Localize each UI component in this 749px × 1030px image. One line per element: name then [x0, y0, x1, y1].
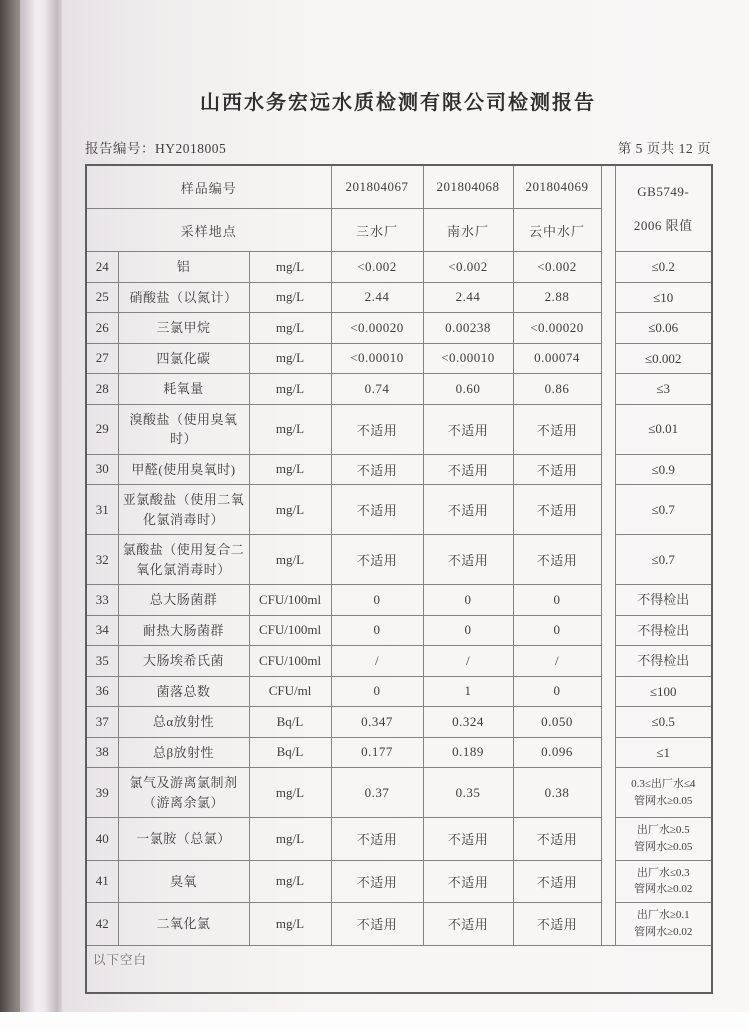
table-row [86, 485, 712, 535]
row-number-cell: 38 [86, 737, 118, 768]
unit-cell: CFU/100ml [249, 646, 331, 677]
value-cell-3: 不适用 [513, 903, 601, 946]
unit-cell: mg/L [249, 903, 331, 946]
row-number-cell: 28 [86, 374, 118, 405]
page-indicator: 第 5 页共 12 页 [617, 141, 711, 156]
row-number-cell: 31 [86, 485, 118, 535]
value-cell-1: <0.00020 [331, 313, 423, 344]
param-name-cell: 溴酸盐（使用臭氧时） [118, 404, 249, 454]
page-title: 山西水务宏远水质检测有限公司检测报告 [200, 92, 596, 114]
limit-cell [615, 737, 712, 768]
param-name-cell: 菌落总数 [118, 676, 249, 707]
limit-cell [615, 903, 712, 946]
limit-line1: ≤0.06 [648, 320, 679, 335]
sample-site-1: 三水厂 [331, 209, 423, 252]
value-cell-2: 0.35 [423, 768, 513, 818]
row-number-cell: 36 [86, 676, 118, 707]
value-cell-2: 0 [423, 585, 513, 616]
report-number: 报告编号：HY2018005 [85, 141, 227, 156]
value-cell-3: 0 [513, 676, 601, 707]
limit-column-header [615, 165, 712, 252]
value-cell-1: 0.37 [331, 768, 423, 818]
value-cell-1: 不适用 [331, 454, 423, 485]
book-spine-shadow [0, 0, 20, 1012]
table-row [86, 374, 712, 405]
value-cell-3: 0.050 [513, 707, 601, 738]
blank-row [86, 945, 712, 993]
report-meta-row [85, 137, 711, 157]
param-name-cell: 一氯胺（总氯） [118, 818, 249, 861]
limit-cell [615, 585, 712, 616]
unit-cell: CFU/ml [249, 676, 331, 707]
table-row [86, 768, 712, 818]
unit-cell: CFU/100ml [249, 585, 331, 616]
value-cell-3: 2.88 [513, 282, 601, 313]
value-cell-3: 不适用 [513, 535, 601, 585]
sample-no-label: 样品编号 [86, 165, 331, 209]
limit-header-line2: 2006 限值 [633, 217, 693, 233]
limit-cell [615, 676, 712, 707]
limit-line1: ≤0.9 [651, 461, 675, 477]
limit-line1: 出厂水≤0.3 [636, 866, 690, 879]
table-row [86, 818, 712, 861]
value-cell-3: 0 [513, 585, 601, 616]
limit-cell [615, 454, 712, 485]
limit-line1: 出厂水≥0.5 [636, 824, 690, 837]
unit-cell: mg/L [249, 768, 331, 818]
param-name-cell: 总β放射性 [118, 737, 249, 768]
row-number-cell: 32 [86, 535, 118, 585]
limit-line1: 0.3≤出厂水≤4 [631, 778, 696, 790]
unit-cell: CFU/100ml [249, 615, 331, 646]
value-cell-1: 0 [331, 585, 423, 616]
value-cell-3: <0.002 [513, 252, 601, 283]
value-cell-1: 0.347 [331, 707, 423, 738]
param-name-cell: 亚氯酸盐（使用二氧化氯消毒时） [118, 485, 249, 535]
value-cell-3: 0.096 [513, 737, 601, 768]
param-name-cell: 耐热大肠菌群 [118, 615, 249, 646]
limit-line1: ≤1 [656, 744, 671, 760]
page-bottom-edge [0, 1012, 749, 1030]
value-cell-2: <0.00010 [423, 343, 513, 374]
row-number-cell: 25 [86, 282, 118, 313]
row-number-cell: 29 [86, 404, 118, 454]
table-row [86, 903, 712, 946]
page-curl-edge [20, 0, 62, 1012]
value-cell-3: <0.00020 [513, 313, 601, 344]
unit-cell: mg/L [249, 282, 331, 313]
value-cell-2: 1 [423, 676, 513, 707]
value-cell-2: 不适用 [423, 485, 513, 535]
limit-line1: ≤0.2 [651, 259, 675, 274]
limit-cell [615, 252, 712, 283]
value-cell-3: 不适用 [513, 454, 601, 485]
table-row [86, 404, 712, 454]
param-name-cell: 耗氧量 [118, 374, 249, 405]
value-cell-2: / [423, 646, 513, 677]
value-cell-1: 2.44 [331, 282, 423, 313]
table-row [86, 343, 712, 374]
limit-cell [615, 374, 712, 405]
unit-cell: mg/L [249, 313, 331, 344]
row-number-cell: 34 [86, 615, 118, 646]
table-row [86, 737, 712, 768]
limit-header-line1: GB5749- [637, 183, 690, 199]
value-cell-3: 不适用 [513, 860, 601, 903]
limit-line1: ≤10 [653, 289, 674, 305]
results-table [85, 164, 713, 994]
row-number-cell: 40 [86, 818, 118, 861]
sample-no-2: 201804068 [423, 165, 513, 209]
limit-line1: ≤0.7 [651, 551, 675, 567]
value-cell-1: 不适用 [331, 535, 423, 585]
value-cell-2: 不适用 [423, 860, 513, 903]
param-name-cell: 甲醛(使用臭氧时) [118, 454, 249, 485]
table-row [86, 535, 712, 585]
param-name-cell: 臭氧 [118, 860, 249, 903]
sample-site-3: 云中水厂 [513, 209, 601, 252]
report-content [85, 0, 711, 994]
table-row [86, 585, 712, 616]
param-name-cell: 三氯甲烷 [118, 313, 249, 344]
value-cell-2: 0.00238 [423, 313, 513, 344]
param-name-cell: 硝酸盐（以氮计） [118, 282, 249, 313]
param-name-cell: 四氯化碳 [118, 343, 249, 374]
value-cell-2: 0.324 [423, 707, 513, 738]
unit-cell: mg/L [249, 454, 331, 485]
table-row [86, 252, 712, 283]
value-cell-2: 0.189 [423, 737, 513, 768]
value-cell-3: / [513, 646, 601, 677]
param-name-cell: 总大肠菌群 [118, 585, 249, 616]
value-cell-2: 不适用 [423, 535, 513, 585]
row-number-cell: 39 [86, 768, 118, 818]
limit-line1: ≤0.7 [651, 501, 675, 517]
value-cell-1: 0.177 [331, 737, 423, 768]
value-cell-2: 不适用 [423, 454, 513, 485]
unit-cell: mg/L [249, 374, 331, 405]
unit-cell: mg/L [249, 252, 331, 283]
limit-cell [615, 615, 712, 646]
limit-line2: 管网水≥0.02 [634, 925, 693, 938]
unit-cell: mg/L [249, 404, 331, 454]
row-number-cell: 42 [86, 903, 118, 946]
row-number-cell: 27 [86, 343, 118, 374]
limit-line1: ≤0.01 [648, 421, 679, 437]
param-name-cell: 大肠埃希氏菌 [118, 646, 249, 677]
table-gap-column [601, 165, 615, 945]
limit-cell [615, 707, 712, 738]
value-cell-2: <0.002 [423, 252, 513, 283]
limit-cell [615, 860, 712, 903]
limit-line2: 管网水≥0.05 [634, 794, 693, 807]
row-number-cell: 37 [86, 707, 118, 738]
table-row [86, 454, 712, 485]
limit-line1: ≤0.5 [651, 714, 675, 729]
value-cell-3: 不适用 [513, 818, 601, 861]
row-number-cell: 35 [86, 646, 118, 677]
unit-cell: mg/L [249, 818, 331, 861]
table-row [86, 646, 712, 677]
limit-line1: ≤100 [649, 683, 677, 699]
row-number-cell: 41 [86, 860, 118, 903]
value-cell-1: 不适用 [331, 903, 423, 946]
value-cell-2: 不适用 [423, 903, 513, 946]
row-number-cell: 24 [86, 252, 118, 283]
value-cell-3: 0.38 [513, 768, 601, 818]
value-cell-2: 2.44 [423, 282, 513, 313]
param-name-cell: 总α放射性 [118, 707, 249, 738]
value-cell-2: 0.60 [423, 374, 513, 405]
param-name-cell: 二氧化氯 [118, 903, 249, 946]
limit-line1: 出厂水≥0.1 [636, 909, 690, 922]
row-number-cell: 33 [86, 585, 118, 616]
value-cell-1: <0.002 [331, 252, 423, 283]
table-row [86, 313, 712, 344]
value-cell-1: 0.74 [331, 374, 423, 405]
limit-line1: 不得检出 [637, 622, 690, 638]
sample-site-label: 采样地点 [86, 209, 331, 252]
value-cell-1: 不适用 [331, 818, 423, 861]
unit-cell: mg/L [249, 485, 331, 535]
limit-cell [615, 282, 712, 313]
value-cell-3: 0.86 [513, 374, 601, 405]
value-cell-1: 不适用 [331, 860, 423, 903]
table-row [86, 615, 712, 646]
unit-cell: mg/L [249, 343, 331, 374]
value-cell-2: 不适用 [423, 404, 513, 454]
unit-cell: mg/L [249, 535, 331, 585]
row-number-cell: 26 [86, 313, 118, 344]
value-cell-1: 不适用 [331, 485, 423, 535]
value-cell-3: 不适用 [513, 404, 601, 454]
limit-line2: 管网水≥0.02 [634, 883, 693, 896]
value-cell-3: 0 [513, 615, 601, 646]
table-row [86, 282, 712, 313]
table-row [86, 707, 712, 738]
value-cell-2: 不适用 [423, 818, 513, 861]
value-cell-1: 0 [331, 615, 423, 646]
limit-line1: 不得检出 [637, 592, 690, 607]
table-row [86, 860, 712, 903]
unit-cell: Bq/L [249, 737, 331, 768]
limit-cell [615, 646, 712, 677]
limit-line1: 不得检出 [637, 653, 690, 668]
unit-cell: Bq/L [249, 707, 331, 738]
table-row [86, 676, 712, 707]
param-name-cell: 铝 [118, 252, 249, 283]
limit-cell [615, 343, 712, 374]
header-row-sample-no [86, 165, 712, 209]
value-cell-2: 0 [423, 615, 513, 646]
value-cell-1: 0 [331, 676, 423, 707]
limit-cell [615, 768, 712, 818]
value-cell-3: 不适用 [513, 485, 601, 535]
limit-line1: ≤3 [656, 381, 671, 396]
param-name-cell: 氯酸盐（使用复合二氧化氯消毒时） [118, 535, 249, 585]
limit-line1: ≤0.002 [645, 350, 682, 366]
limit-cell [615, 404, 712, 454]
limit-line2: 管网水≥0.05 [634, 840, 693, 853]
value-cell-1: 不适用 [331, 404, 423, 454]
value-cell-1: / [331, 646, 423, 677]
unit-cell: mg/L [249, 860, 331, 903]
limit-cell [615, 818, 712, 861]
value-cell-1: <0.00010 [331, 343, 423, 374]
row-number-cell: 30 [86, 454, 118, 485]
sample-site-2: 南水厂 [423, 209, 513, 252]
limit-cell [615, 313, 712, 344]
sample-no-3: 201804069 [513, 165, 601, 209]
value-cell-3: 0.00074 [513, 343, 601, 374]
limit-cell [615, 485, 712, 535]
blank-note: 以下空白 [86, 945, 712, 993]
sample-no-1: 201804067 [331, 165, 423, 209]
limit-cell [615, 535, 712, 585]
param-name-cell: 氯气及游离氯制剂（游离余氯） [118, 768, 249, 818]
